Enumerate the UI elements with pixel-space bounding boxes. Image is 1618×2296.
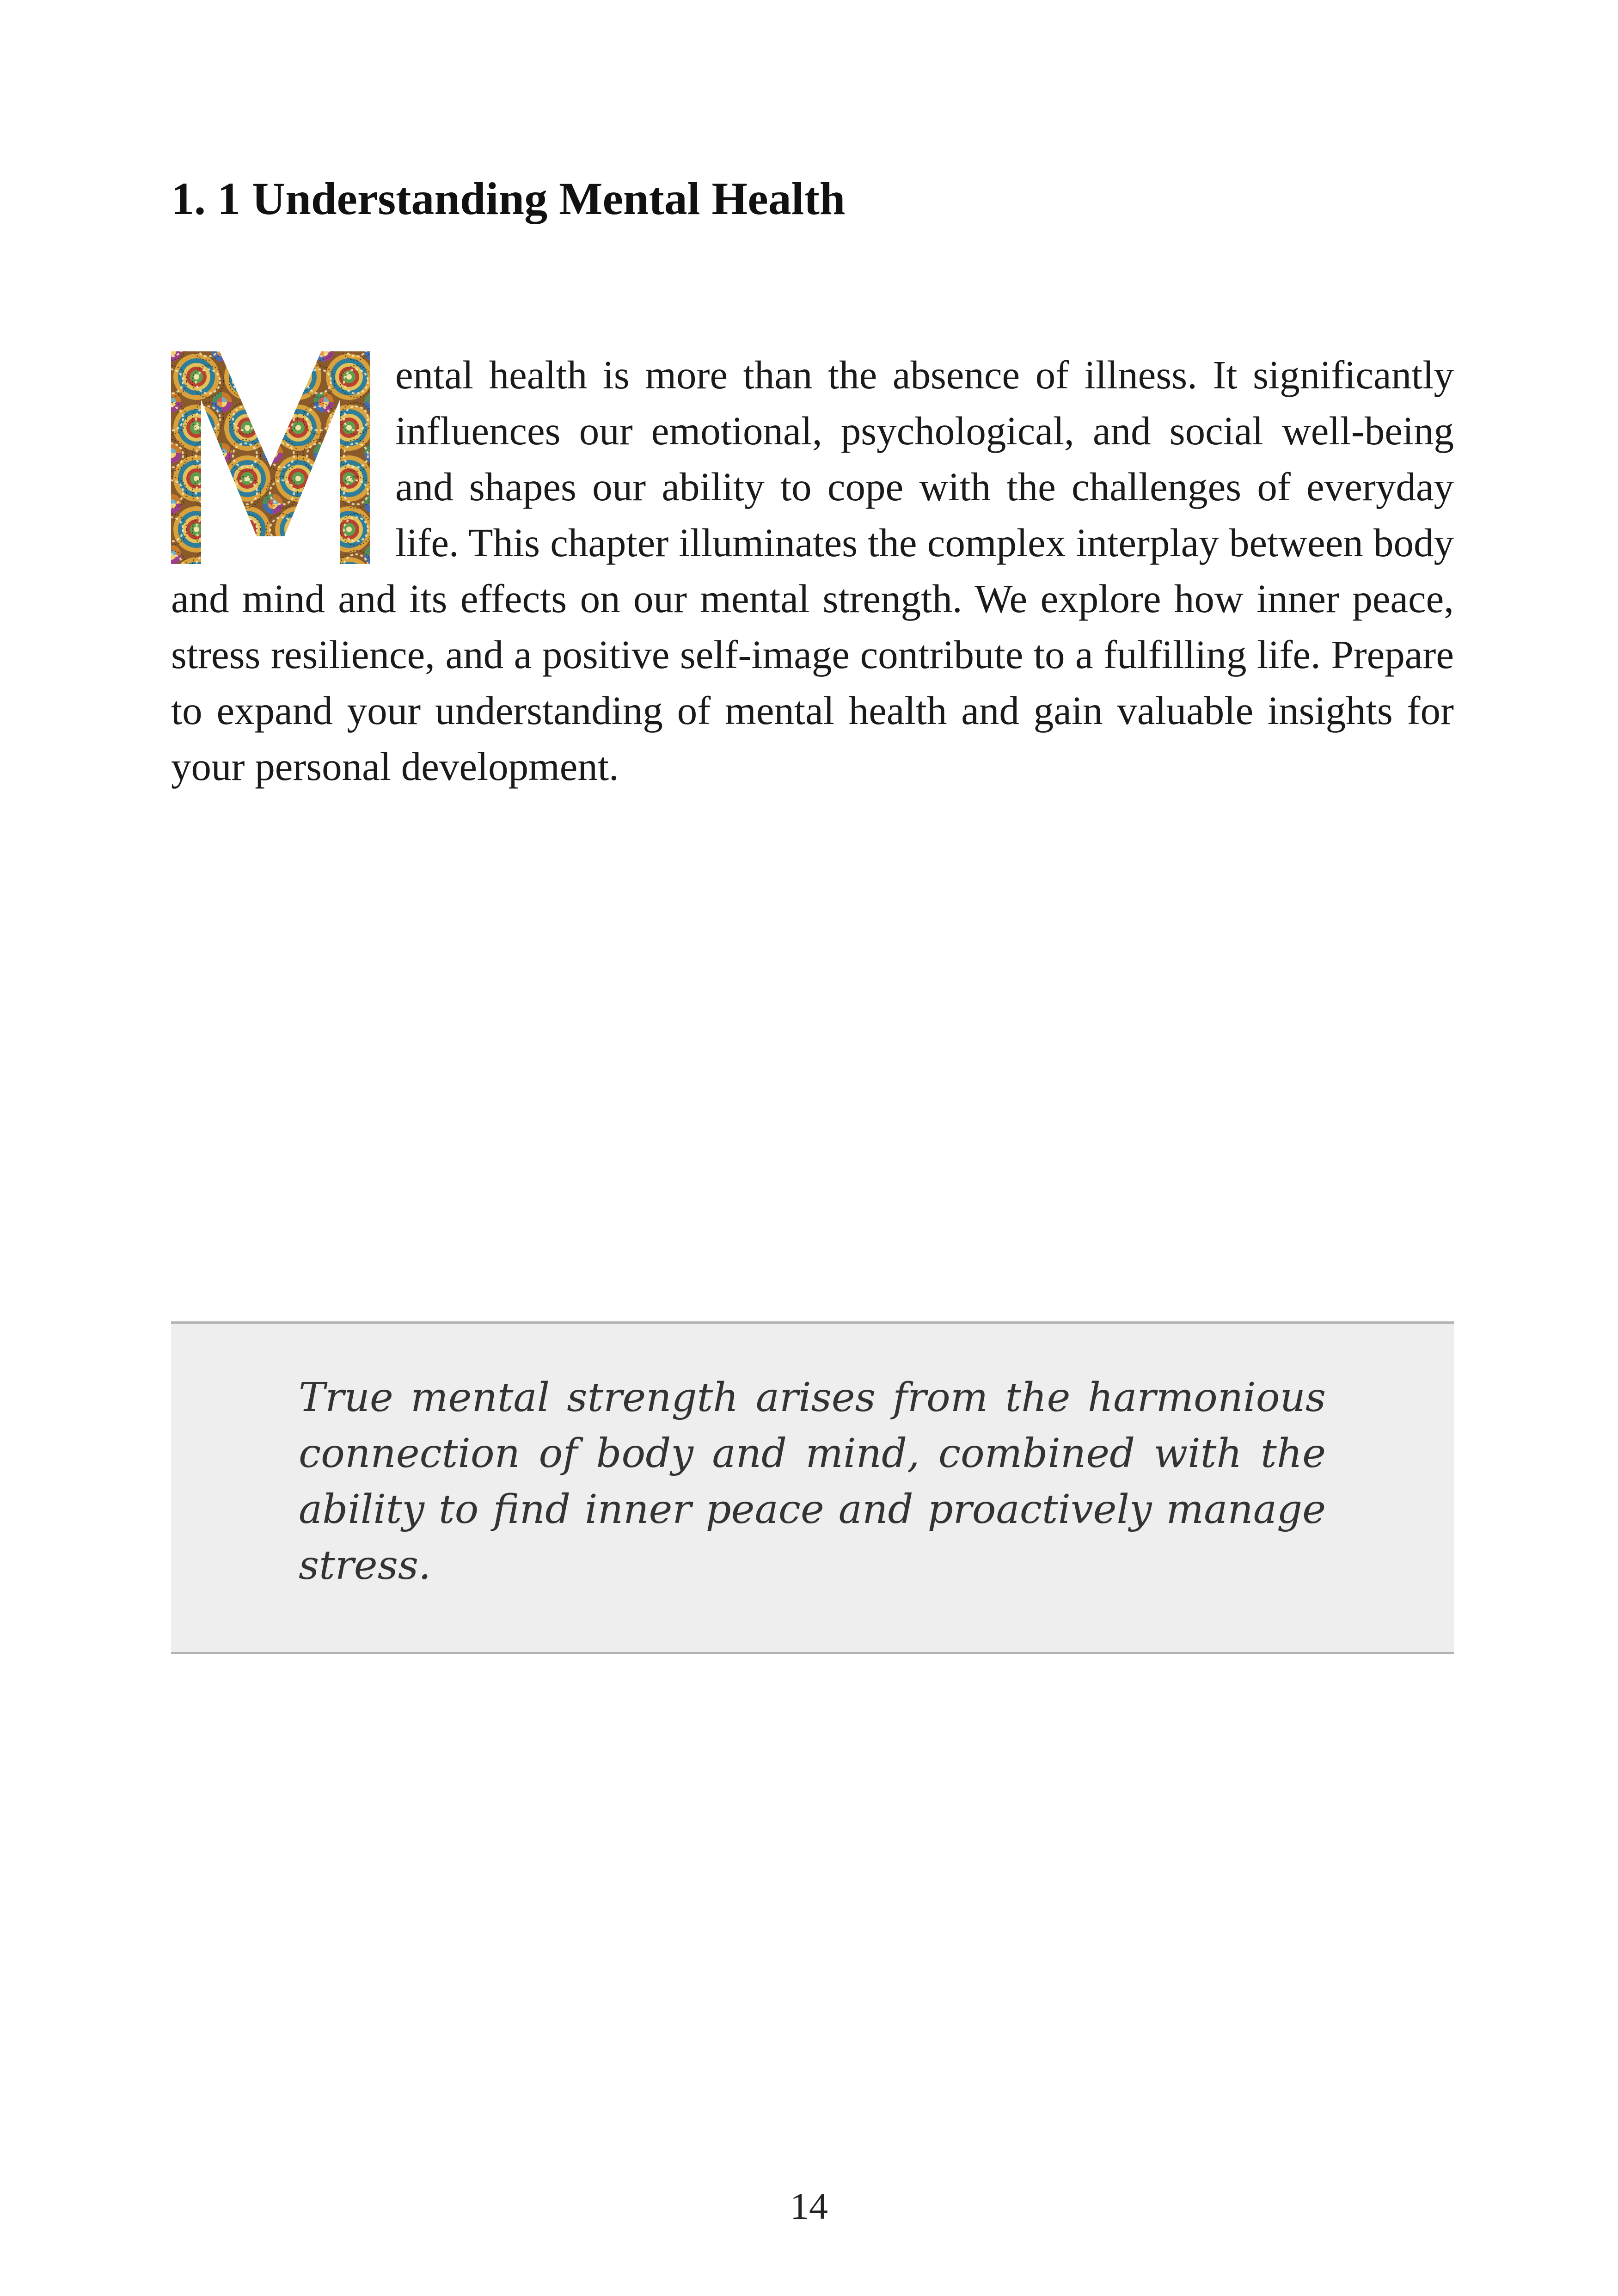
- callout-box: [171, 1321, 1454, 1654]
- intro-paragraph: [171, 347, 1454, 794]
- drop-cap-m-icon: [171, 351, 370, 564]
- page-number: 14: [790, 2185, 828, 2227]
- intro-text: ental health is more than the absence of illness. It significantly influences our emotional, psychological, and social well-being and shapes our ability to cope with the challenges of everyday life. This chapter illuminates the complex interplay between body and mind and its effects on our mental strength. We explore how inner peace, stress resilience, and a positive self-image contribute to a fulfilling life. Prepare to expand your understanding of mental health and gain valuable insights for your personal development.: [171, 352, 1454, 789]
- section-title: 1. 1 Understanding Mental Health: [171, 173, 846, 224]
- callout-quote: True mental strength arises from the harmonious connection of body and mind, combined with the ability to find inner peace and proactively manage stress.: [299, 1375, 1326, 1589]
